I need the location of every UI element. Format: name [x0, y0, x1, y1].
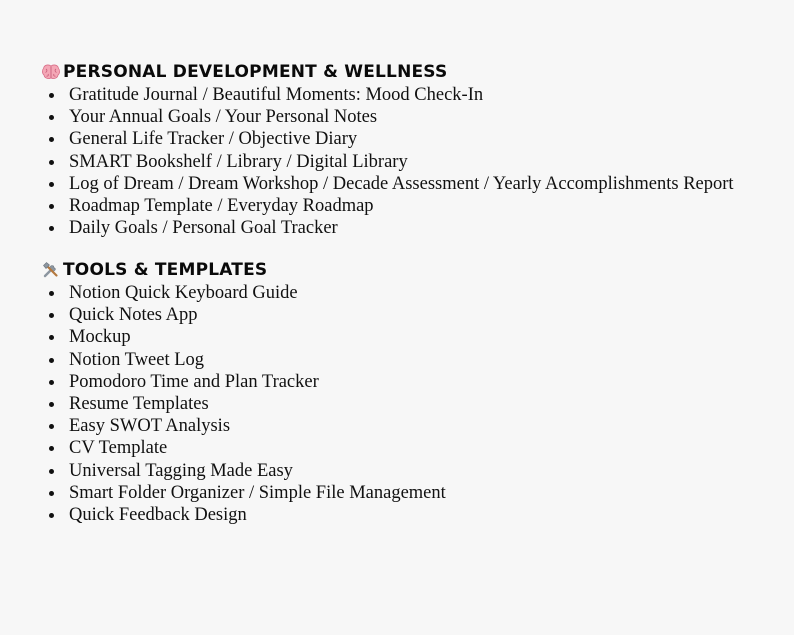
section-title: PERSONAL DEVELOPMENT & WELLNESS	[63, 62, 448, 82]
bullet	[49, 313, 54, 318]
bullet	[49, 226, 54, 231]
list-item-text: Roadmap Template / Everyday Roadmap	[69, 195, 374, 216]
list-item-text: Pomodoro Time and Plan Tracker	[69, 371, 319, 392]
bullet	[49, 137, 54, 142]
list-item-text: Smart Folder Organizer / Simple File Management	[69, 482, 446, 503]
list-item	[41, 304, 446, 326]
bullet	[49, 424, 54, 429]
section-personal-development	[41, 60, 734, 239]
list-item-text: Gratitude Journal / Beautiful Moments: Mood Check-In	[69, 85, 484, 105]
list-item	[41, 437, 446, 459]
bullet	[49, 160, 54, 165]
bullet	[49, 446, 54, 451]
list-item	[41, 84, 734, 106]
bullet	[49, 358, 54, 363]
hammer-and-wrench-icon	[41, 260, 61, 280]
list-item-text: Mockup	[69, 327, 131, 348]
list-item	[41, 326, 446, 348]
bullet	[49, 469, 54, 474]
section-tools-templates	[41, 258, 446, 526]
list-item-text: Log of Dream / Dream Workshop / Decade Assessment / Yearly Accomplishments Report	[69, 173, 734, 194]
section-heading	[41, 258, 446, 282]
bullet	[49, 380, 54, 385]
list-item	[41, 217, 734, 239]
list-item-text: CV Template	[69, 438, 168, 459]
list-item	[41, 415, 446, 437]
list-item-text: Daily Goals / Personal Goal Tracker	[69, 218, 338, 239]
list-item-text: Notion Tweet Log	[69, 349, 205, 370]
list-item-text: Notion Quick Keyboard Guide	[69, 283, 298, 303]
bullet	[49, 204, 54, 209]
section-title: TOOLS & TEMPLATES	[63, 260, 268, 280]
bullet	[49, 513, 54, 518]
list-item-text: Universal Tagging Made Easy	[69, 460, 293, 481]
list-item-text: Easy SWOT Analysis	[69, 416, 231, 437]
list-item	[41, 173, 734, 195]
bullet	[49, 291, 54, 296]
bullet	[49, 115, 54, 120]
list-item	[41, 151, 734, 173]
bullet	[49, 402, 54, 407]
item-list	[41, 282, 446, 526]
bullet	[49, 491, 54, 496]
list-item-text: Your Annual Goals / Your Personal Notes	[69, 107, 378, 128]
list-item	[41, 128, 734, 150]
list-item	[41, 482, 446, 504]
list-item	[41, 371, 446, 393]
list-item-text: Resume Templates	[69, 393, 209, 414]
list-item-text: SMART Bookshelf / Library / Digital Library	[69, 151, 408, 172]
bullet	[49, 335, 54, 340]
list-item-text: General Life Tracker / Objective Diary	[69, 129, 358, 150]
list-item	[41, 106, 734, 128]
list-item-text: Quick Feedback Design	[69, 504, 247, 525]
item-list	[41, 84, 734, 239]
list-item	[41, 282, 446, 304]
list-item	[41, 504, 446, 526]
bullet	[49, 93, 54, 98]
list-item	[41, 460, 446, 482]
list-item	[41, 195, 734, 217]
list-item-text: Quick Notes App	[69, 305, 198, 326]
list-item	[41, 349, 446, 371]
list-item	[41, 393, 446, 415]
bullet	[49, 182, 54, 187]
section-heading	[41, 60, 734, 84]
brain-icon	[41, 62, 61, 82]
